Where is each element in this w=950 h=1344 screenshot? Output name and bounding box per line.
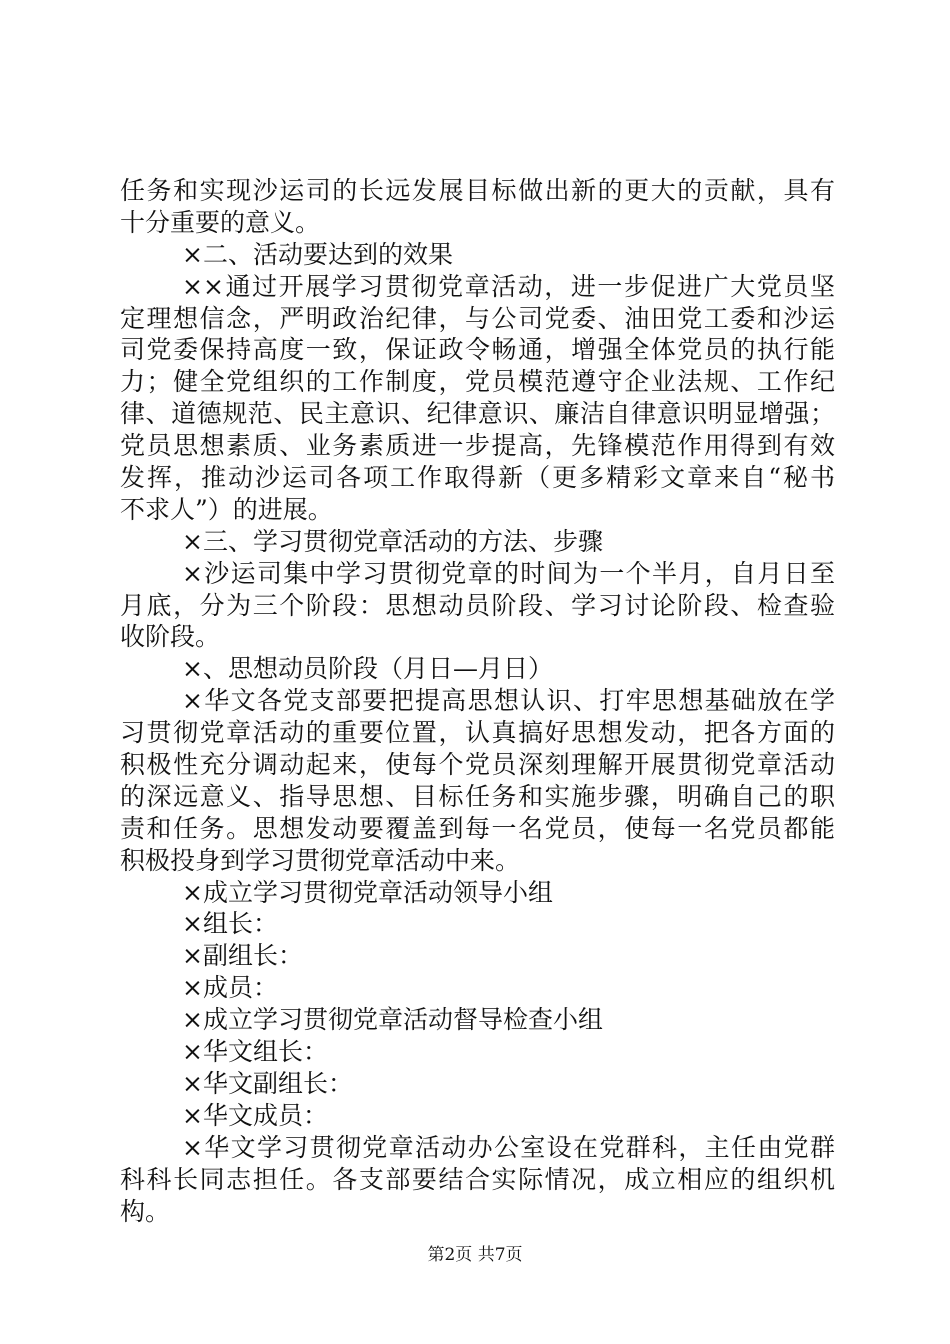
text-line: 十分重要的意义。 bbox=[120, 207, 321, 237]
text-line: 的深远意义、指导思想、目标任务和实施步骤，明确自己的职 bbox=[120, 781, 835, 811]
text-line: 月底，分为三个阶段：思想动员阶段、学习讨论阶段、检查验 bbox=[120, 590, 835, 620]
text-line: ×组长： bbox=[182, 909, 278, 939]
text-line: 任务和实现沙运司的长远发展目标做出新的更大的贡献，具有 bbox=[120, 176, 835, 205]
text-line: ×沙运司集中学习贯彻党章的时间为一个半月，自月日至 bbox=[182, 558, 835, 588]
text-line: 司党委保持高度一致，保证政令畅通，增强全体党员的执行能 bbox=[120, 335, 835, 365]
text-line: ××通过开展学习贯彻党章活动，进一步促进广大党员坚 bbox=[182, 271, 835, 301]
text-line: 不求人”）的进展。 bbox=[120, 494, 333, 524]
text-line: ×、思想动员阶段（月日—月日） bbox=[182, 654, 553, 684]
page-number-label: 第2页 共7页 bbox=[427, 1245, 523, 1265]
text-line: ×华文副组长： bbox=[182, 1068, 353, 1098]
text-line: ×三、学习贯彻党章活动的方法、步骤 bbox=[182, 526, 603, 556]
text-line: 定理想信念，严明政治纪律，与公司党委、油田党工委和沙运 bbox=[120, 303, 835, 333]
text-line: ×二、活动要达到的效果 bbox=[182, 239, 453, 269]
text-line: 收阶段。 bbox=[120, 622, 221, 652]
text-line: ×副组长： bbox=[182, 941, 303, 971]
text-line: ×华文组长： bbox=[182, 1037, 328, 1067]
text-line: 科科长同志担任。各支部要结合实际情况，成立相应的组织机 bbox=[120, 1164, 835, 1194]
document-body bbox=[120, 175, 835, 1227]
text-line: ×华文成员： bbox=[182, 1100, 328, 1130]
text-line: 构。 bbox=[120, 1196, 171, 1226]
text-line: 力；健全党组织的工作制度，党员模范遵守企业法规、工作纪 bbox=[120, 367, 835, 397]
text-line: ×成立学习贯彻党章活动督导检查小组 bbox=[182, 1005, 603, 1035]
text-line: 责和任务。思想发动要覆盖到每一名党员，使每一名党员都能 bbox=[120, 813, 835, 843]
text-line: ×成员： bbox=[182, 973, 278, 1003]
text-line: 律、道德规范、民主意识、纪律意识、廉洁自律意识明显增强； bbox=[120, 399, 835, 429]
text-line: ×华文各党支部要把提高思想认识、打牢思想基础放在学 bbox=[182, 686, 835, 716]
text-line: 发挥，推动沙运司各项工作取得新（更多精彩文章来自“秘书 bbox=[120, 463, 835, 493]
text-line: ×华文学习贯彻党章活动办公室设在党群科，主任由党群 bbox=[182, 1132, 835, 1162]
text-line: 积极性充分调动起来，使每个党员深刻理解开展贯彻党章活动 bbox=[120, 750, 835, 780]
text-line: 积极投身到学习贯彻党章活动中来。 bbox=[120, 845, 521, 875]
text-line: ×成立学习贯彻党章活动领导小组 bbox=[182, 877, 553, 907]
page-footer bbox=[0, 1244, 950, 1266]
text-line: 习贯彻党章活动的重要位置，认真搞好思想发动，把各方面的 bbox=[120, 718, 835, 748]
text-line: 党员思想素质、业务素质进一步提高，先锋模范作用得到有效 bbox=[120, 431, 835, 461]
